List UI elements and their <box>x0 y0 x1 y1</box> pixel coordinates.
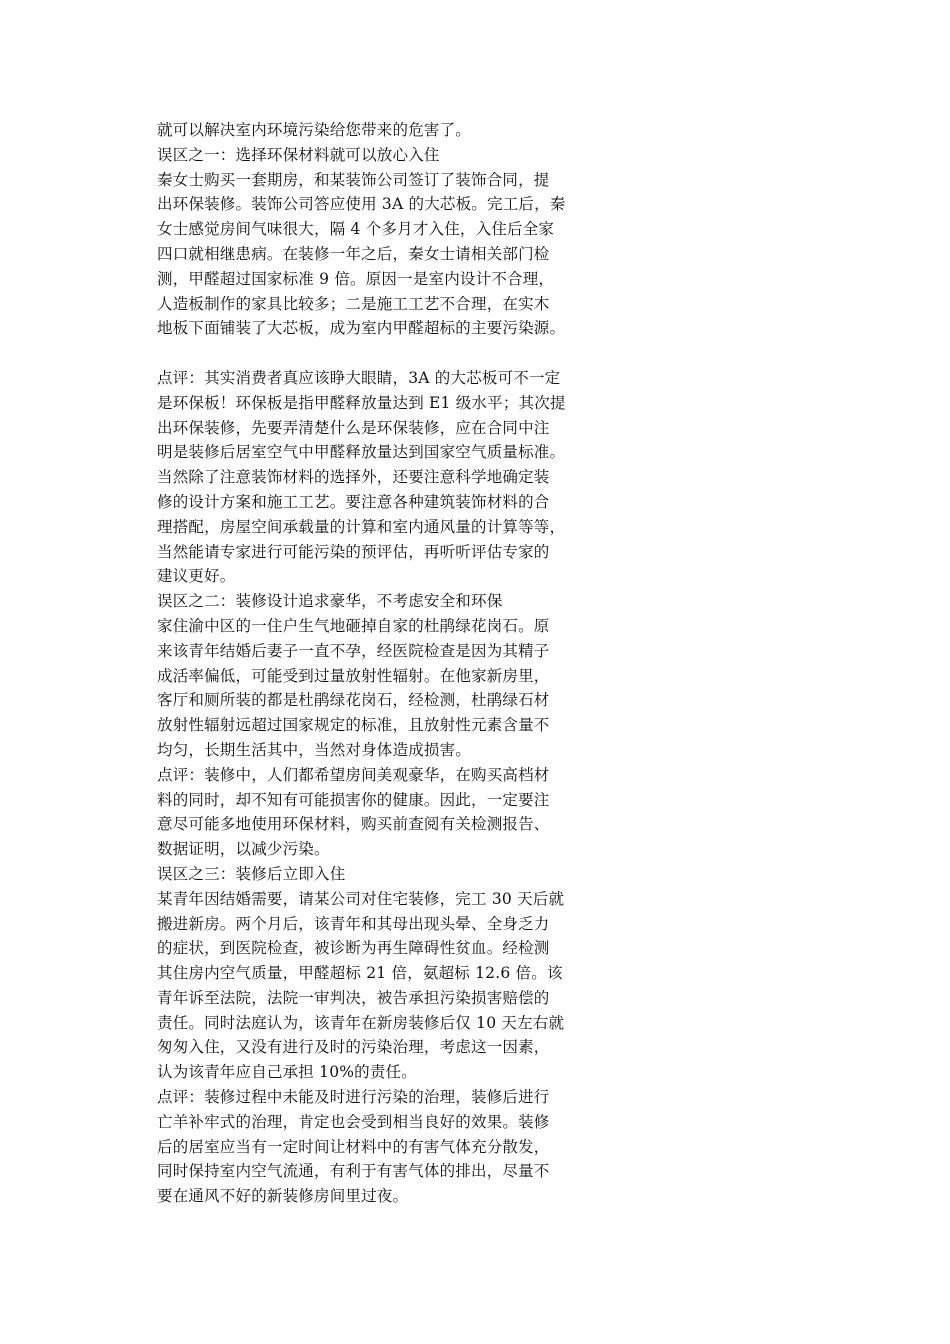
text-line: 均匀，长期生活其中，当然对身体造成损害。 <box>157 740 472 759</box>
text-line: 修的设计方案和施工工艺。要注意各种建筑装饰材料的合 <box>157 492 550 511</box>
text-line: 搬进新房。两个月后，该青年和其母出现头晕、全身乏力 <box>157 914 550 933</box>
text-line: 成活率偏低，可能受到过量放射性辐射。在他家新房里， <box>157 666 550 685</box>
text-line: 地板下面铺装了大芯板，成为室内甲醛超标的主要污染源。 <box>157 319 566 338</box>
myth3-comment-paragraph <box>157 1085 569 1209</box>
text-line: 来该青年结婚后妻子一直不孕，经医院检查是因为其精子 <box>157 641 550 660</box>
text-line: 就可以解决室内环境污染给您带来的危害了。 <box>157 121 472 139</box>
text-line: 女士感觉房间气味很大，隔 4 个多月才入住，入住后全家 <box>157 220 555 239</box>
myth2-case-paragraph <box>157 614 569 763</box>
text-line: 某青年因结婚需要，请某公司对住宅装修，完工 30 天后就 <box>157 889 565 908</box>
text-line: 是环保板！环保板是指甲醛释放量达到 E1 级水平；其次提 <box>157 393 566 412</box>
text-line: 点评：其实消费者真应该睁大眼睛，3A 的大芯板可不一定 <box>157 368 561 387</box>
myth3-case-paragraph <box>157 887 569 1085</box>
text-line: 出环保装修。装饰公司答应使用 3A 的大芯板。完工后，秦 <box>157 195 566 214</box>
myth2-comment-paragraph <box>157 763 569 862</box>
text-line: 其住房内空气质量，甲醛超标 21 倍，氨超标 12.6 倍。该 <box>157 964 563 983</box>
myth2-section <box>157 589 569 862</box>
text-line: 认为该青年应自己承担 10%的责任。 <box>157 1063 417 1082</box>
text-line: 当然能请专家进行可能污染的预评估，再听听评估专家的 <box>157 542 550 561</box>
text-line: 测，甲醛超过国家标准 9 倍。原因一是室内设计不合理， <box>157 269 555 288</box>
text-line: 建议更好。 <box>157 567 236 586</box>
text-line: 意尽可能多地使用环保材料，购买前查阅有关检测报告、 <box>157 815 550 834</box>
text-line: 客厅和厕所装的都是杜鹃绿花岗石，经检测，杜鹃绿石材 <box>157 691 550 710</box>
text-line: 料的同时，却不知有可能损害你的健康。因此，一定要注 <box>157 790 550 809</box>
text-line: 要在通风不好的新装修房间里过夜。 <box>157 1187 409 1206</box>
text-line: 点评：装修中，人们都希望房间美观豪华，在购买高档材 <box>157 765 550 784</box>
myth1-case-paragraph <box>157 168 569 342</box>
text-line: 理搭配，房屋空间承载量的计算和室内通风量的计算等等， <box>157 517 566 536</box>
myth1-heading: 误区之一：选择环保材料就可以放心入住 <box>157 145 440 164</box>
text-line: 明是装修后居室空气中甲醛释放量达到国家空气质量标准。 <box>157 443 566 462</box>
text-line: 放射性辐射远超过国家规定的标准，且放射性元素含量不 <box>157 716 550 735</box>
text-line: 四口就相继患病。在装修一年之后，秦女士请相关部门检 <box>157 244 550 263</box>
text-line: 秦女士购买一套期房，和某装饰公司签订了装饰合同，提 <box>157 170 550 189</box>
intro-tail-paragraph <box>157 118 569 143</box>
text-line: 出环保装修，先要弄清楚什么是环保装修，应在合同中注 <box>157 418 550 437</box>
text-line: 人造板制作的家具比较多；二是施工工艺不合理，在实木 <box>157 294 550 313</box>
text-line: 匆匆入住，又没有进行及时的污染治理，考虑这一因素， <box>157 1038 550 1057</box>
text-line: 家住渝中区的一住户生气地砸掉自家的杜鹃绿花岗石。原 <box>157 616 550 635</box>
text-line: 后的居室应当有一定时间让材料中的有害气体充分散发， <box>157 1137 550 1156</box>
text-line: 青年诉至法院，法院一审判决，被告承担污染损害赔偿的 <box>157 988 550 1007</box>
myth3-heading: 误区之三：装修后立即入住 <box>157 864 346 883</box>
text-line: 的症状，到医院检查，被诊断为再生障碍性贫血。经检测 <box>157 939 550 958</box>
myth1-comment-paragraph <box>157 366 569 589</box>
myth2-heading: 误区之二：装修设计追求豪华，不考虑安全和环保 <box>157 592 503 611</box>
text-line: 同时保持室内空气流通，有利于有害气体的排出，尽量不 <box>157 1162 550 1181</box>
myth1-section <box>157 143 569 589</box>
text-line: 数据证明，以减少污染。 <box>157 840 330 859</box>
text-line: 责任。同时法庭认为，该青年在新房装修后仅 10 天左右就 <box>157 1013 565 1032</box>
blank-line <box>157 341 569 366</box>
text-line: 当然除了注意装饰材料的选择外，还要注意科学地确定装 <box>157 468 550 487</box>
myth3-section <box>157 862 569 1209</box>
text-line: 亡羊补牢式的治理，肯定也会受到相当良好的效果。装修 <box>157 1112 550 1131</box>
document-body <box>157 118 569 1209</box>
text-line: 点评：装修过程中未能及时进行污染的治理，装修后进行 <box>157 1088 550 1107</box>
